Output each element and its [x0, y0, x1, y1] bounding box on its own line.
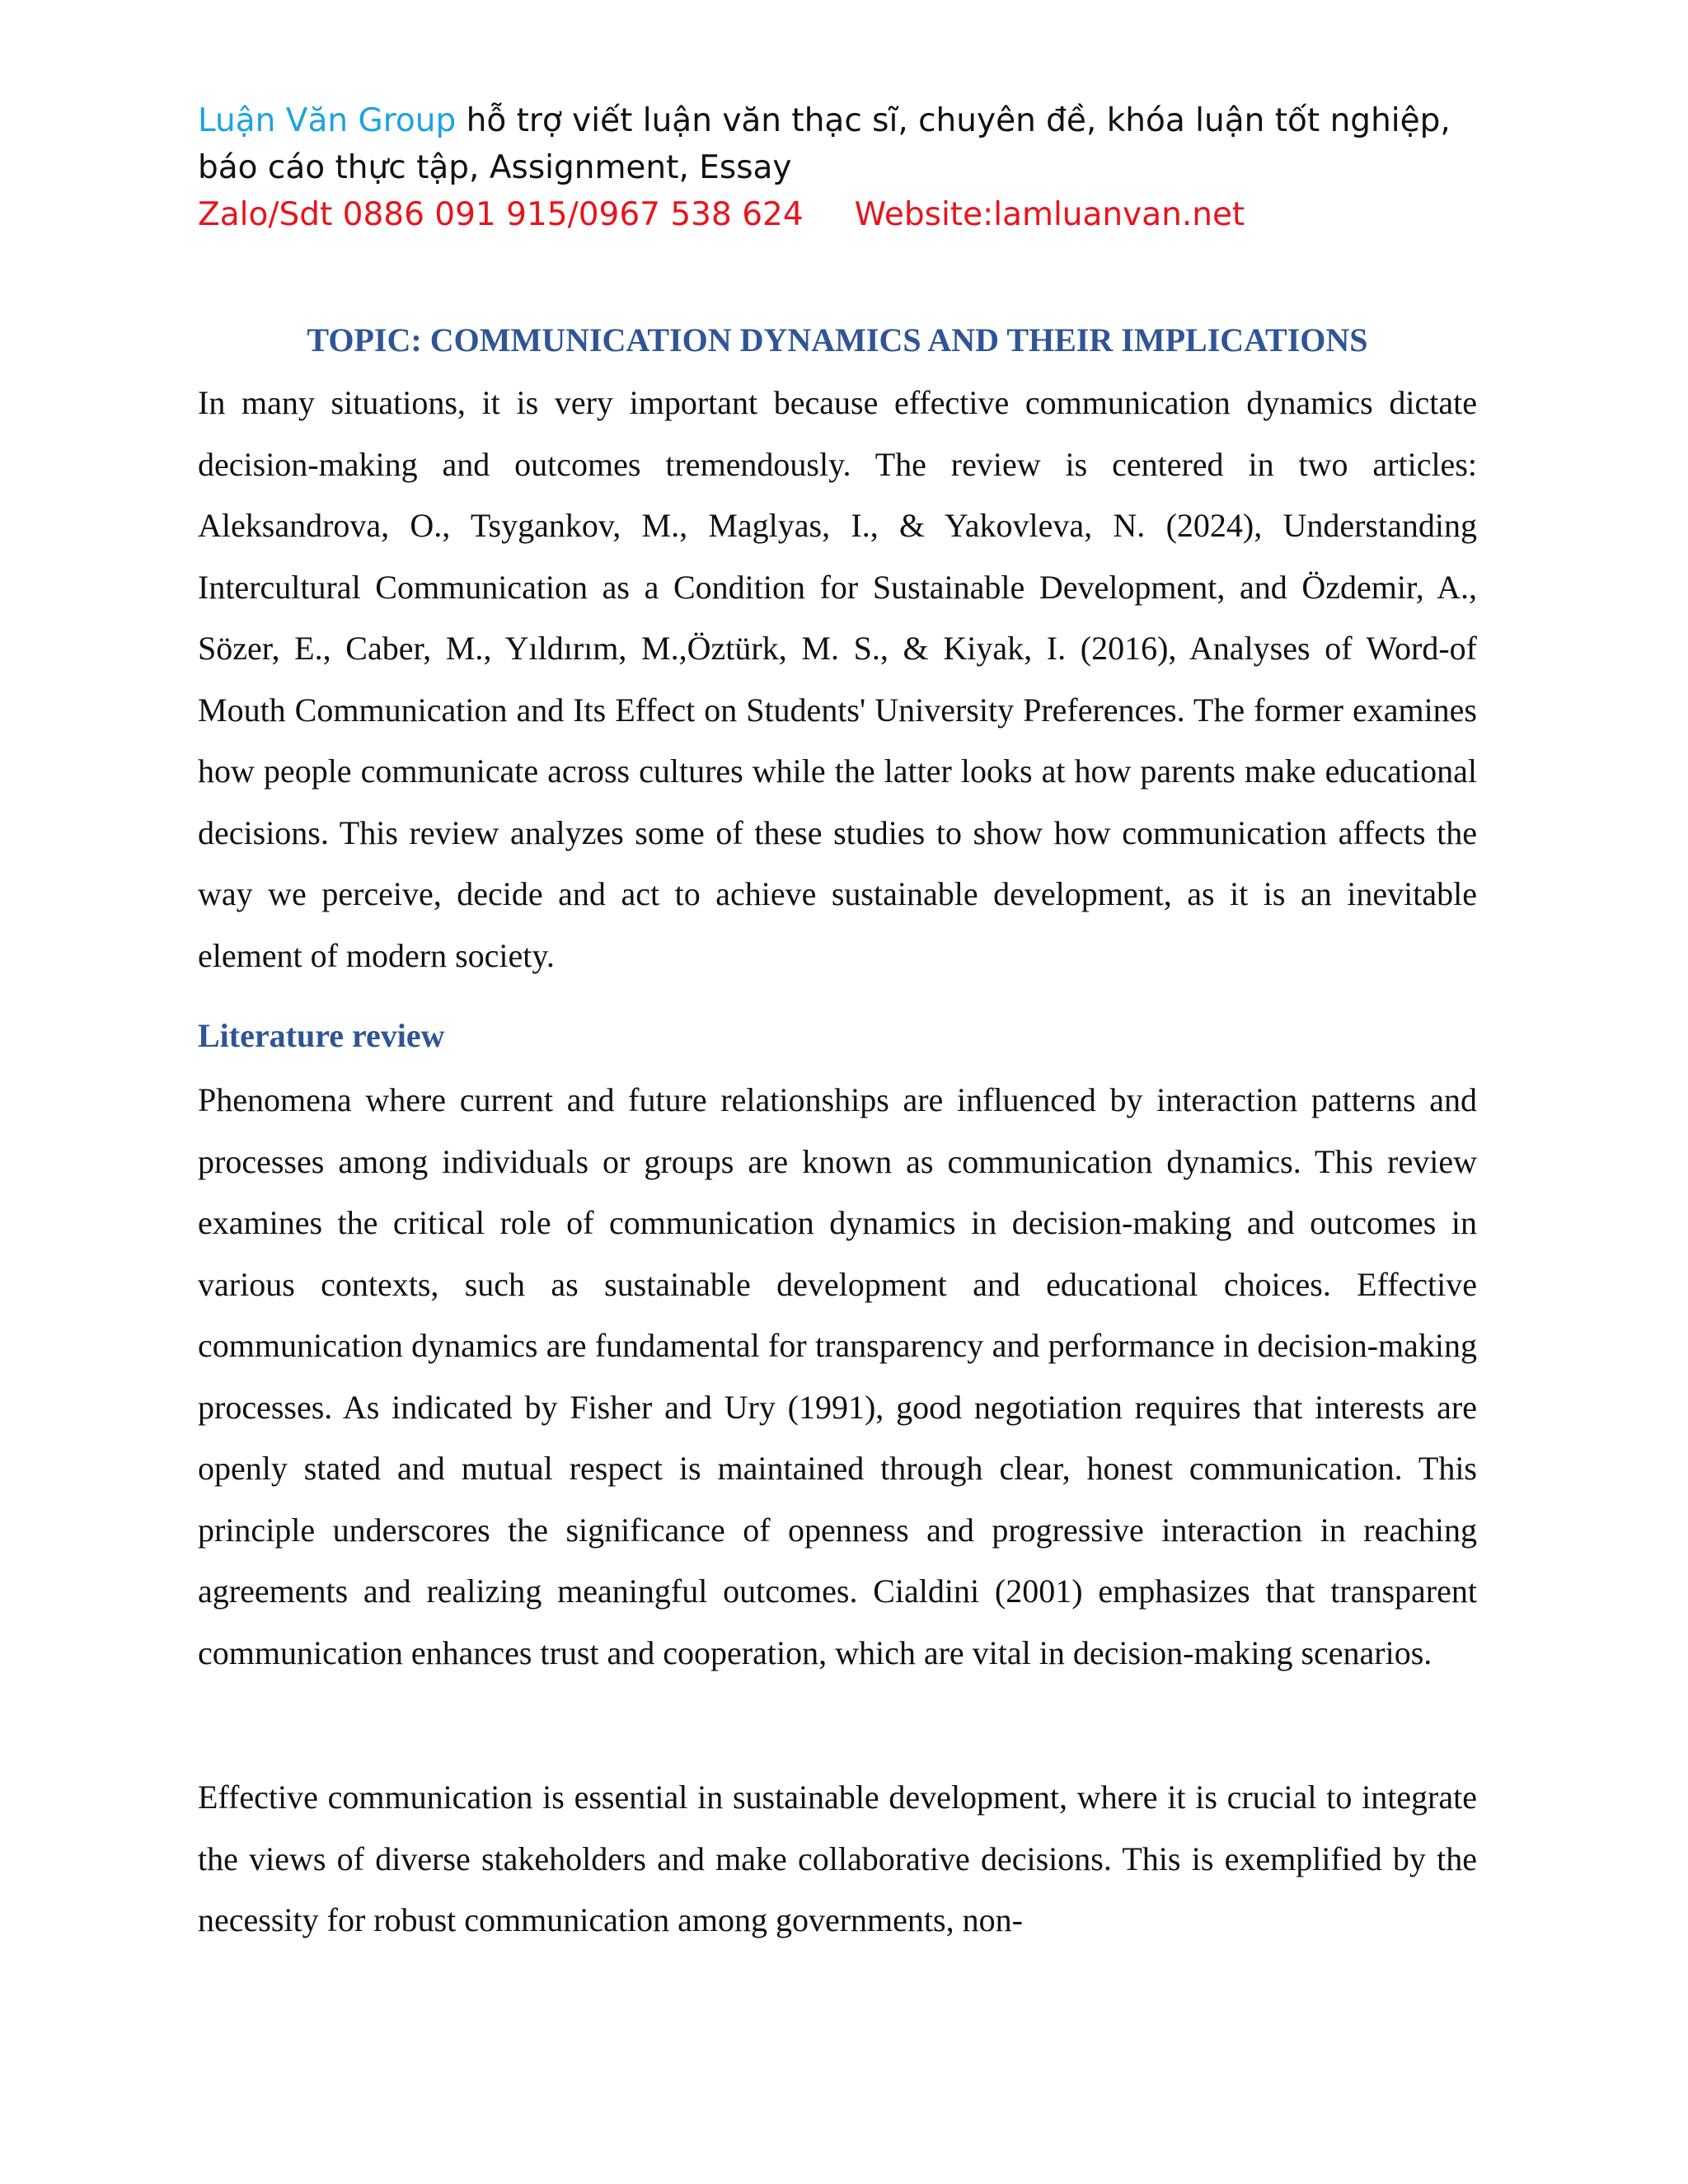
document-title: TOPIC: COMMUNICATION DYNAMICS AND THEIR IMPLICATIONS	[307, 321, 1368, 359]
contact-line: Zalo/Sdt 0886 091 915/0967 538 624 Website:lamluanvan.net	[198, 196, 1245, 233]
literature-paragraph-2: Effective communication is essential in sustainable development, where it is crucial to integrate the views of diverse stakeholders and make collaborative decisions. This is exemplified by the necessity for robust communication among governments, non-	[198, 1779, 1477, 1938]
brand-name: Luận Văn Group	[198, 102, 457, 139]
section-heading: Literature review	[198, 1017, 445, 1054]
intro-paragraph: In many situations, it is very important because effective communication dynamics dictate decision-making and outcomes tremendously. The review is centered in two articles: Aleksandrova, O., Tsygankov, M., Maglyas, I., & Yakovleva, N. (2024), Understanding Intercultural Communication as a Condition for Sustainable Development, and Özdemir, A., Sözer, E., Caber, M., Yıldırım, M.,Öztürk, M. S., & Kiyak, I. (2016), Analyses of Word-of Mouth Communication and Its Effect on Students' University Preferences. The former examines how people communicate across cultures while the latter looks at how parents make educational decisions. This review analyzes some of these studies to show how communication affects the way we perceive, decide and act to achieve sustainable development, as it is an inevitable element of modern society.	[198, 384, 1477, 974]
literature-paragraph-1: Phenomena where current and future relationships are influenced by interaction patterns and processes among individuals or groups are known as communication dynamics. This review examines the critical role of communication dynamics in decision-making and outcomes in various contexts, such as sustainable development and educational choices. Effective communication dynamics are fundamental for transparency and performance in decision-making processes. As indicated by Fisher and Ury (1991), good negotiation requires that interests are openly stated and mutual respect is maintained through clear, honest communication. This principle underscores the significance of openness and progressive interaction in reaching agreements and realizing meaningful outcomes. Cialdini (2001) emphasizes that transparent communication enhances trust and cooperation, which are vital in decision-making scenarios.	[198, 1081, 1477, 1671]
promo-header	[198, 97, 1477, 238]
promo-tagline: hỗ trợ viết luận văn thạc sĩ, chuyên đề, khóa luận tốt nghiệp, báo cáo thực tập, Assignment, Essay	[198, 102, 1451, 186]
promo-tagline-block	[198, 97, 1477, 191]
